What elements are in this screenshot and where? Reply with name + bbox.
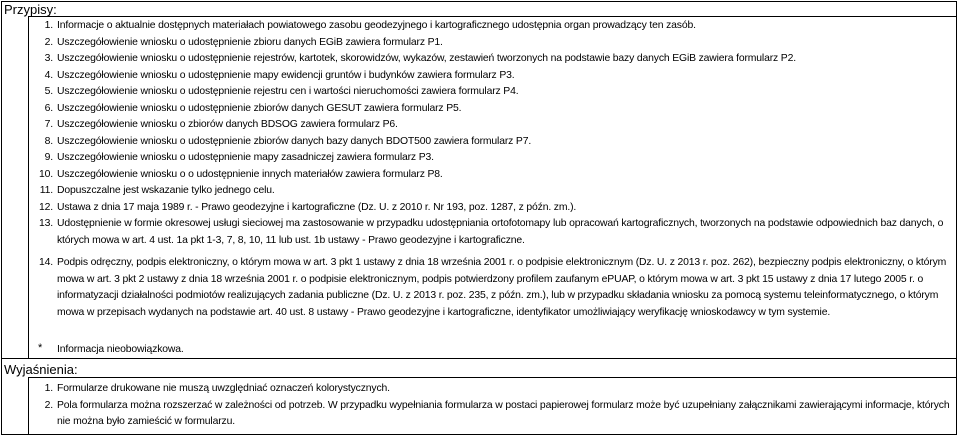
footnote-item: [29, 167, 953, 184]
explanation-item: [29, 381, 953, 398]
footnote-item-text: Dopuszczalne jest wskazanie tylko jednego celu.: [57, 185, 275, 196]
przypisy-list: [29, 18, 953, 321]
footnote-item-number: 13.: [39, 218, 53, 229]
footnote-item-text: Uszczegółowienie wniosku o udostępnienie mapy zasadniczej zawiera formularz P3.: [57, 152, 434, 163]
footnote-item: [29, 51, 953, 68]
footnote-item-number: 5.: [44, 86, 53, 97]
footnote-item-number: 2.: [44, 36, 53, 48]
footnote-item: [29, 183, 953, 200]
footnote-item: [29, 200, 953, 217]
footnote-item-text: Uszczegółowienie wniosku o udostępnienie zbiorów danych bazy danych BDOT500 zawiera formularz P7.: [57, 135, 532, 147]
footnote-item-text: Uszczegółowienie wniosku o udostępnienie zbiorów danych GESUT zawiera formularz P5.: [57, 102, 462, 114]
explanation-item-number: 2.: [44, 399, 53, 411]
optional-note: Informacja nieobowiązkowa.: [57, 344, 184, 355]
footnote-item: [29, 18, 953, 35]
footnote-item-text: Ustawa z dnia 17 maja 1989 r. - Prawo geodezyjne i kartograficzne (Dz. U. z 2010 r. Nr 193, poz. 1287, z późn. zm.).: [57, 201, 577, 213]
footnote-item-text: Uszczegółowienie wniosku o udostępnienie rejestru cen i wartości nieruchomości zawiera formularz P4.: [57, 86, 519, 97]
wyjasnienia-top-rule: [28, 377, 957, 378]
footnote-item-number: 6.: [44, 102, 53, 114]
optional-marker: *: [38, 342, 43, 354]
footnote-item: [29, 68, 953, 85]
wyjasnienia-heading: Wyjaśnienia:: [4, 362, 78, 377]
footnote-item: [29, 84, 953, 101]
footnote-item-number: 11.: [39, 185, 53, 196]
explanation-item-text: Pola formularza można rozszerzać w zależności od potrzeb. W przypadku wypełniania formularza w postaci papierowej formularz może być uzupełniany załącznikami zawierającymi informacje, których nie można było zamieścić w formularzu.: [57, 399, 950, 427]
section-divider: [1, 358, 957, 359]
wyjasnienia-list: [29, 381, 953, 431]
footnote-item-number: 10.: [39, 168, 53, 180]
footnote-item-text: Uszczegółowienie wniosku o udostępnienie zbioru danych EGiB zawiera formularz P1.: [57, 36, 443, 48]
przypisy-top-rule: [28, 16, 957, 17]
footnote-item: [29, 255, 953, 321]
footnote-item-number: 9.: [44, 152, 53, 163]
footnote-item-text: Uszczegółowienie wniosku o zbiorów danych BDSOG zawiera formularz P6.: [57, 119, 398, 130]
footnote-item-number: 1.: [44, 20, 53, 31]
footnote-item: [29, 117, 953, 134]
footnote-item-text: Uszczegółowienie wniosku o o udostępnienie innych materiałów zawiera formularz P8.: [57, 168, 443, 180]
footnote-item-number: 7.: [44, 119, 53, 130]
footnote-item-text: Udostępnienie w formie okresowej usługi sieciowej ma zastosowanie w przypadku udostępniania ortofotomapy lub opracowań kartograficznych, tworzonych na podstawie odpowiednich baz danych, o których mowa w art. 4 ust. 1a pkt 1-3, 7, 8, 10, 11 lub ust. 1b ustawy - Prawo geodezyjne i kartograficzne.: [57, 218, 944, 246]
footnote-item-text: Informacje o aktualnie dostępnych materiałach powiatowego zasobu geodezyjnego i kartograficznego udostępnia organ prowadzący ten zasób.: [57, 20, 696, 31]
footnote-item-number: 4.: [44, 69, 53, 81]
footnote-item-number: 3.: [44, 53, 53, 64]
przypisy-heading: Przypisy:: [4, 2, 57, 17]
footnote-item-text: Uszczegółowienie wniosku o udostępnienie mapy ewidencji gruntów i budynków zawiera formularz P3.: [57, 69, 515, 81]
footnote-item: [29, 134, 953, 151]
footnote-item-number: 12.: [39, 201, 53, 213]
footnote-item-number: 14.: [39, 257, 53, 268]
footnote-item: [29, 216, 953, 249]
footnote-item: [29, 35, 953, 52]
footnote-item-number: 8.: [44, 135, 53, 147]
explanation-item-text: Formularze drukowane nie muszą uwzględniać oznaczeń kolorystycznych.: [57, 383, 390, 394]
footnote-item: [29, 101, 953, 118]
footnote-item-text: Podpis odręczny, podpis elektroniczny, o którym mowa w art. 3 pkt 1 ustawy z dnia 18 września 2001 r. o podpisie elektronicznym (Dz. U. z 2013 r. poz. 262), bezpieczny podpis elektroniczny, o którym mowa w art. 3 pkt 2 ustawy z dnia 18 września 2001 r. o podpisie elektronicznym, podpis potwierdzony profilem zaufanym ePUAP, o którym mowa w art. 3 pkt 15 ustawy z dnia 17 lutego 2005 r. o informatyzacji działalności podmiotów realizujących zadania publiczne (Dz. U. z 2013 r. poz. 235, z późn. zm.), lub w przypadku składania wniosku za pomocą systemu teleinformatycznego, o którym mowa w przepisach wydanych na podstawie art. 40 ust. 8 ustawy - Prawo geodezyjne i kartograficzne, identyfikator umożliwiający weryfikację wnioskodawcy w tym systemie.: [57, 257, 947, 318]
footnote-item: [29, 150, 953, 167]
explanation-item: [29, 398, 953, 431]
explanation-item-number: 1.: [44, 383, 53, 394]
footnote-item-text: Uszczegółowienie wniosku o udostępnienie rejestrów, kartotek, skorowidzów, wykazów, zestawień tworzonych na podstawie bazy danych EGiB zawiera formularz P2.: [57, 53, 796, 64]
